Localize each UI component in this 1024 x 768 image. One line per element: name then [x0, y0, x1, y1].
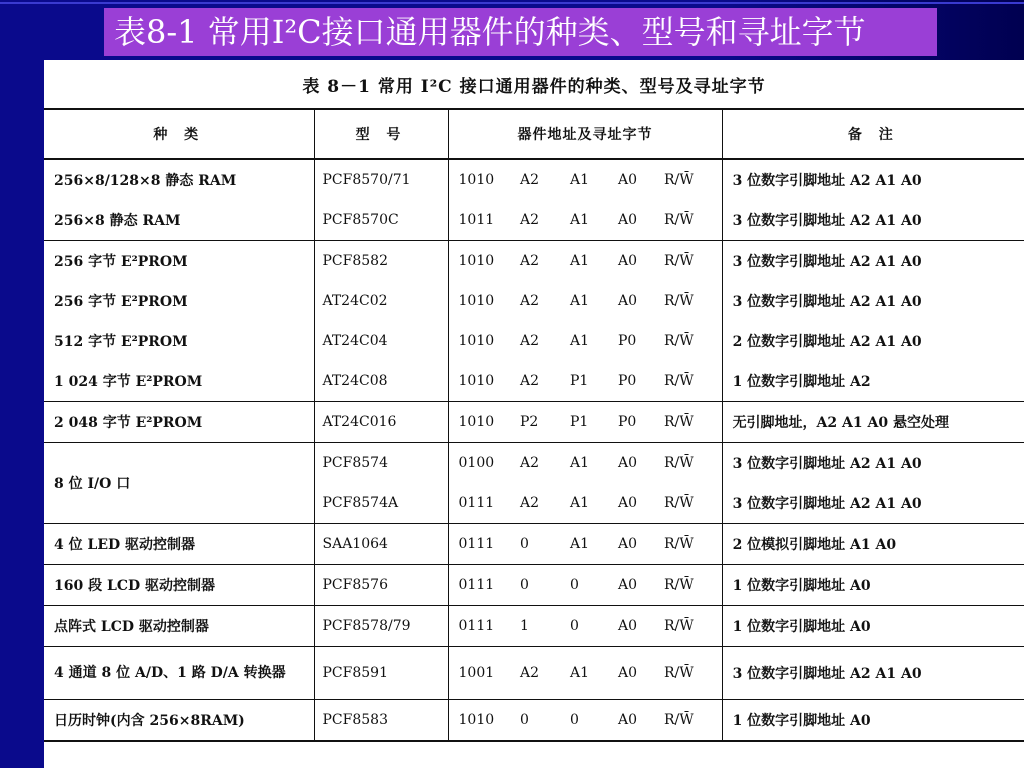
cell-addr-fixed: 1010 — [448, 402, 510, 443]
cell-addr-bit: A2 — [520, 212, 540, 228]
cell-addr-bit: 0 — [560, 700, 608, 742]
cell-addr-bit: A1 — [560, 443, 608, 484]
cell-addr-fixed: 0100 — [448, 443, 510, 484]
cell-addr-bit: A2 — [510, 443, 560, 484]
cell-addr-bit: A0 — [608, 647, 654, 700]
cell-addr-rw: R/W̄ — [654, 159, 722, 200]
i2c-device-table — [44, 108, 1024, 742]
cell-addr-rw: R/W̄ — [664, 373, 694, 389]
cell-addr-bit: P1 — [560, 402, 608, 443]
cell-addr-rw: R/W̄ — [654, 402, 722, 443]
cell-model: AT24C04 — [314, 321, 448, 361]
header-kind: 种 类 — [44, 109, 314, 159]
cell-addr-bit: A2 — [510, 159, 560, 200]
table-row — [44, 361, 1024, 402]
cell-kind: 256×8/128×8 静态 RAM — [44, 159, 314, 200]
cell-addr-rw: R/W̄ — [654, 565, 722, 606]
table-row — [44, 241, 1024, 282]
table-row — [44, 200, 1024, 241]
table-header-row — [44, 109, 1024, 159]
cell-addr-fixed: 1010 — [448, 281, 510, 321]
cell-addr-bit: A0 — [608, 606, 654, 647]
table-row — [44, 565, 1024, 606]
cell-addr-bit: P0 — [608, 402, 654, 443]
cell-addr-bit: A1 — [570, 293, 590, 309]
cell-addr-rw: R/W̄ — [654, 524, 722, 565]
table-caption: 表 8－1 常用 I²C 接口通用器件的种类、型号及寻址字节 — [302, 77, 766, 97]
cell-addr-fixed: 0111 — [448, 483, 510, 524]
cell-addr-bit: P1 — [570, 373, 589, 389]
cell-note: 无引脚地址，A2 A1 A0 悬空处理 — [722, 402, 1024, 443]
table-row — [44, 321, 1024, 361]
cell-note: 3 位数字引脚地址 A2 A1 A0 — [722, 200, 1024, 241]
cell-note: 3 位数字引脚地址 A2 A1 A0 — [722, 241, 1024, 282]
cell-kind: 4 位 LED 驱动控制器 — [44, 524, 314, 565]
table-row — [44, 524, 1024, 565]
cell-addr-bit: 0 — [510, 700, 560, 742]
cell-model: AT24C08 — [314, 361, 448, 402]
cell-note: 3 位数字引脚地址 A2 A1 A0 — [722, 483, 1024, 524]
cell-addr-bit: A0 — [618, 212, 638, 228]
cell-kind: 4 通道 8 位 A/D、1 路 D/A 转换器 — [44, 647, 314, 700]
cell-kind: 1 024 字节 E²PROM — [54, 374, 203, 390]
cell-note: 3 位数字引脚地址 A2 A1 A0 — [722, 443, 1024, 484]
cell-addr-bit: A1 — [560, 647, 608, 700]
cell-model: PCF8574 — [314, 443, 448, 484]
cell-model: PCF8583 — [314, 700, 448, 742]
cell-model: SAA1064 — [314, 524, 448, 565]
cell-addr-bit: 1 — [510, 606, 560, 647]
table-row — [44, 281, 1024, 321]
cell-kind: 256×8 静态 RAM — [54, 213, 181, 229]
cell-model: PCF8570C — [314, 200, 448, 241]
title-band-line — [0, 2, 1024, 4]
cell-addr-rw: R/W̄ — [654, 647, 722, 700]
cell-addr-bit: P0 — [618, 333, 637, 349]
cell-addr-bit: A2 — [520, 333, 540, 349]
cell-addr-rw: R/W̄ — [654, 606, 722, 647]
cell-note: 3 位数字引脚地址 A2 A1 A0 — [722, 647, 1024, 700]
cell-addr-bit: A0 — [608, 565, 654, 606]
cell-addr-bit: A0 — [608, 524, 654, 565]
table-row — [44, 606, 1024, 647]
cell-addr-bit: A0 — [608, 700, 654, 742]
cell-addr-bit: 0 — [560, 606, 608, 647]
cell-model: AT24C016 — [314, 402, 448, 443]
slide-title: 表8-1 常用I²C接口通用器件的种类、型号和寻址字节 — [104, 8, 937, 56]
cell-model: AT24C02 — [314, 281, 448, 321]
cell-addr-rw: R/W̄ — [654, 700, 722, 742]
cell-kind: 256 字节 E²PROM — [54, 294, 188, 310]
cell-note: 2 位模拟引脚地址 A1 A0 — [722, 524, 1024, 565]
table-row — [44, 700, 1024, 742]
cell-addr-bit: A2 — [510, 647, 560, 700]
cell-addr-bit: A2 — [510, 241, 560, 282]
cell-note: 3 位数字引脚地址 A2 A1 A0 — [722, 281, 1024, 321]
cell-addr-fixed: 1010 — [448, 241, 510, 282]
cell-model: PCF8591 — [314, 647, 448, 700]
cell-addr-rw: R/W̄ — [654, 241, 722, 282]
document-page — [44, 60, 1024, 768]
cell-kind: 日历时钟(内含 256×8RAM) — [44, 700, 314, 742]
cell-kind: 8 位 I/O 口 — [44, 443, 314, 524]
table-row — [44, 647, 1024, 700]
cell-note: 1 位数字引脚地址 A0 — [722, 606, 1024, 647]
cell-addr-bit: A1 — [560, 524, 608, 565]
cell-addr-fixed: 1010 — [448, 159, 510, 200]
cell-addr-fixed: 1001 — [448, 647, 510, 700]
cell-model: PCF8574A — [314, 483, 448, 524]
cell-addr-rw: R/W̄ — [664, 333, 694, 349]
cell-addr-rw: R/W̄ — [664, 212, 694, 228]
cell-model: PCF8576 — [314, 565, 448, 606]
cell-addr-bit: A1 — [560, 159, 608, 200]
cell-addr-rw: R/W̄ — [664, 495, 694, 511]
cell-addr-bit: A1 — [570, 212, 590, 228]
cell-addr-fixed: 1011 — [448, 200, 510, 241]
cell-kind: 2 048 字节 E²PROM — [44, 402, 314, 443]
table-row — [44, 402, 1024, 443]
cell-note: 1 位数字引脚地址 A0 — [722, 565, 1024, 606]
cell-addr-fixed: 1010 — [448, 361, 510, 402]
cell-addr-bit: A1 — [570, 333, 590, 349]
header-address: 器件地址及寻址字节 — [448, 109, 722, 159]
cell-kind: 512 字节 E²PROM — [54, 334, 188, 350]
cell-note: 3 位数字引脚地址 A2 A1 A0 — [722, 159, 1024, 200]
cell-addr-fixed: 0111 — [448, 606, 510, 647]
cell-kind: 点阵式 LCD 驱动控制器 — [44, 606, 314, 647]
cell-addr-bit: 0 — [510, 524, 560, 565]
cell-addr-bit: A1 — [570, 495, 590, 511]
cell-kind: 160 段 LCD 驱动控制器 — [44, 565, 314, 606]
cell-addr-fixed: 0111 — [448, 565, 510, 606]
header-note: 备 注 — [722, 109, 1024, 159]
cell-addr-rw: R/W̄ — [664, 293, 694, 309]
cell-addr-fixed: 0111 — [448, 524, 510, 565]
cell-addr-bit: A2 — [520, 293, 540, 309]
cell-addr-bit: A2 — [520, 495, 540, 511]
table-row — [44, 159, 1024, 200]
cell-addr-fixed: 1010 — [448, 321, 510, 361]
cell-addr-bit: A0 — [608, 241, 654, 282]
cell-addr-bit: A2 — [520, 373, 540, 389]
header-model: 型 号 — [314, 109, 448, 159]
cell-addr-fixed: 1010 — [448, 700, 510, 742]
cell-model: PCF8570/71 — [314, 159, 448, 200]
cell-addr-rw: R/W̄ — [654, 443, 722, 484]
cell-model: PCF8578/79 — [314, 606, 448, 647]
cell-addr-bit: A0 — [608, 443, 654, 484]
cell-note: 1 位数字引脚地址 A0 — [722, 700, 1024, 742]
cell-model: PCF8582 — [314, 241, 448, 282]
cell-note: 1 位数字引脚地址 A2 — [722, 361, 1024, 402]
cell-addr-bit: A0 — [618, 495, 638, 511]
cell-kind: 256 字节 E²PROM — [44, 241, 314, 282]
cell-addr-bit: A0 — [618, 293, 638, 309]
cell-addr-bit: A1 — [560, 241, 608, 282]
cell-addr-bit: P2 — [510, 402, 560, 443]
cell-addr-bit: 0 — [560, 565, 608, 606]
cell-addr-bit: A0 — [608, 159, 654, 200]
cell-addr-bit: P0 — [618, 373, 637, 389]
cell-note: 2 位数字引脚地址 A2 A1 A0 — [722, 321, 1024, 361]
cell-addr-bit: 0 — [510, 565, 560, 606]
table-row — [44, 443, 1024, 484]
